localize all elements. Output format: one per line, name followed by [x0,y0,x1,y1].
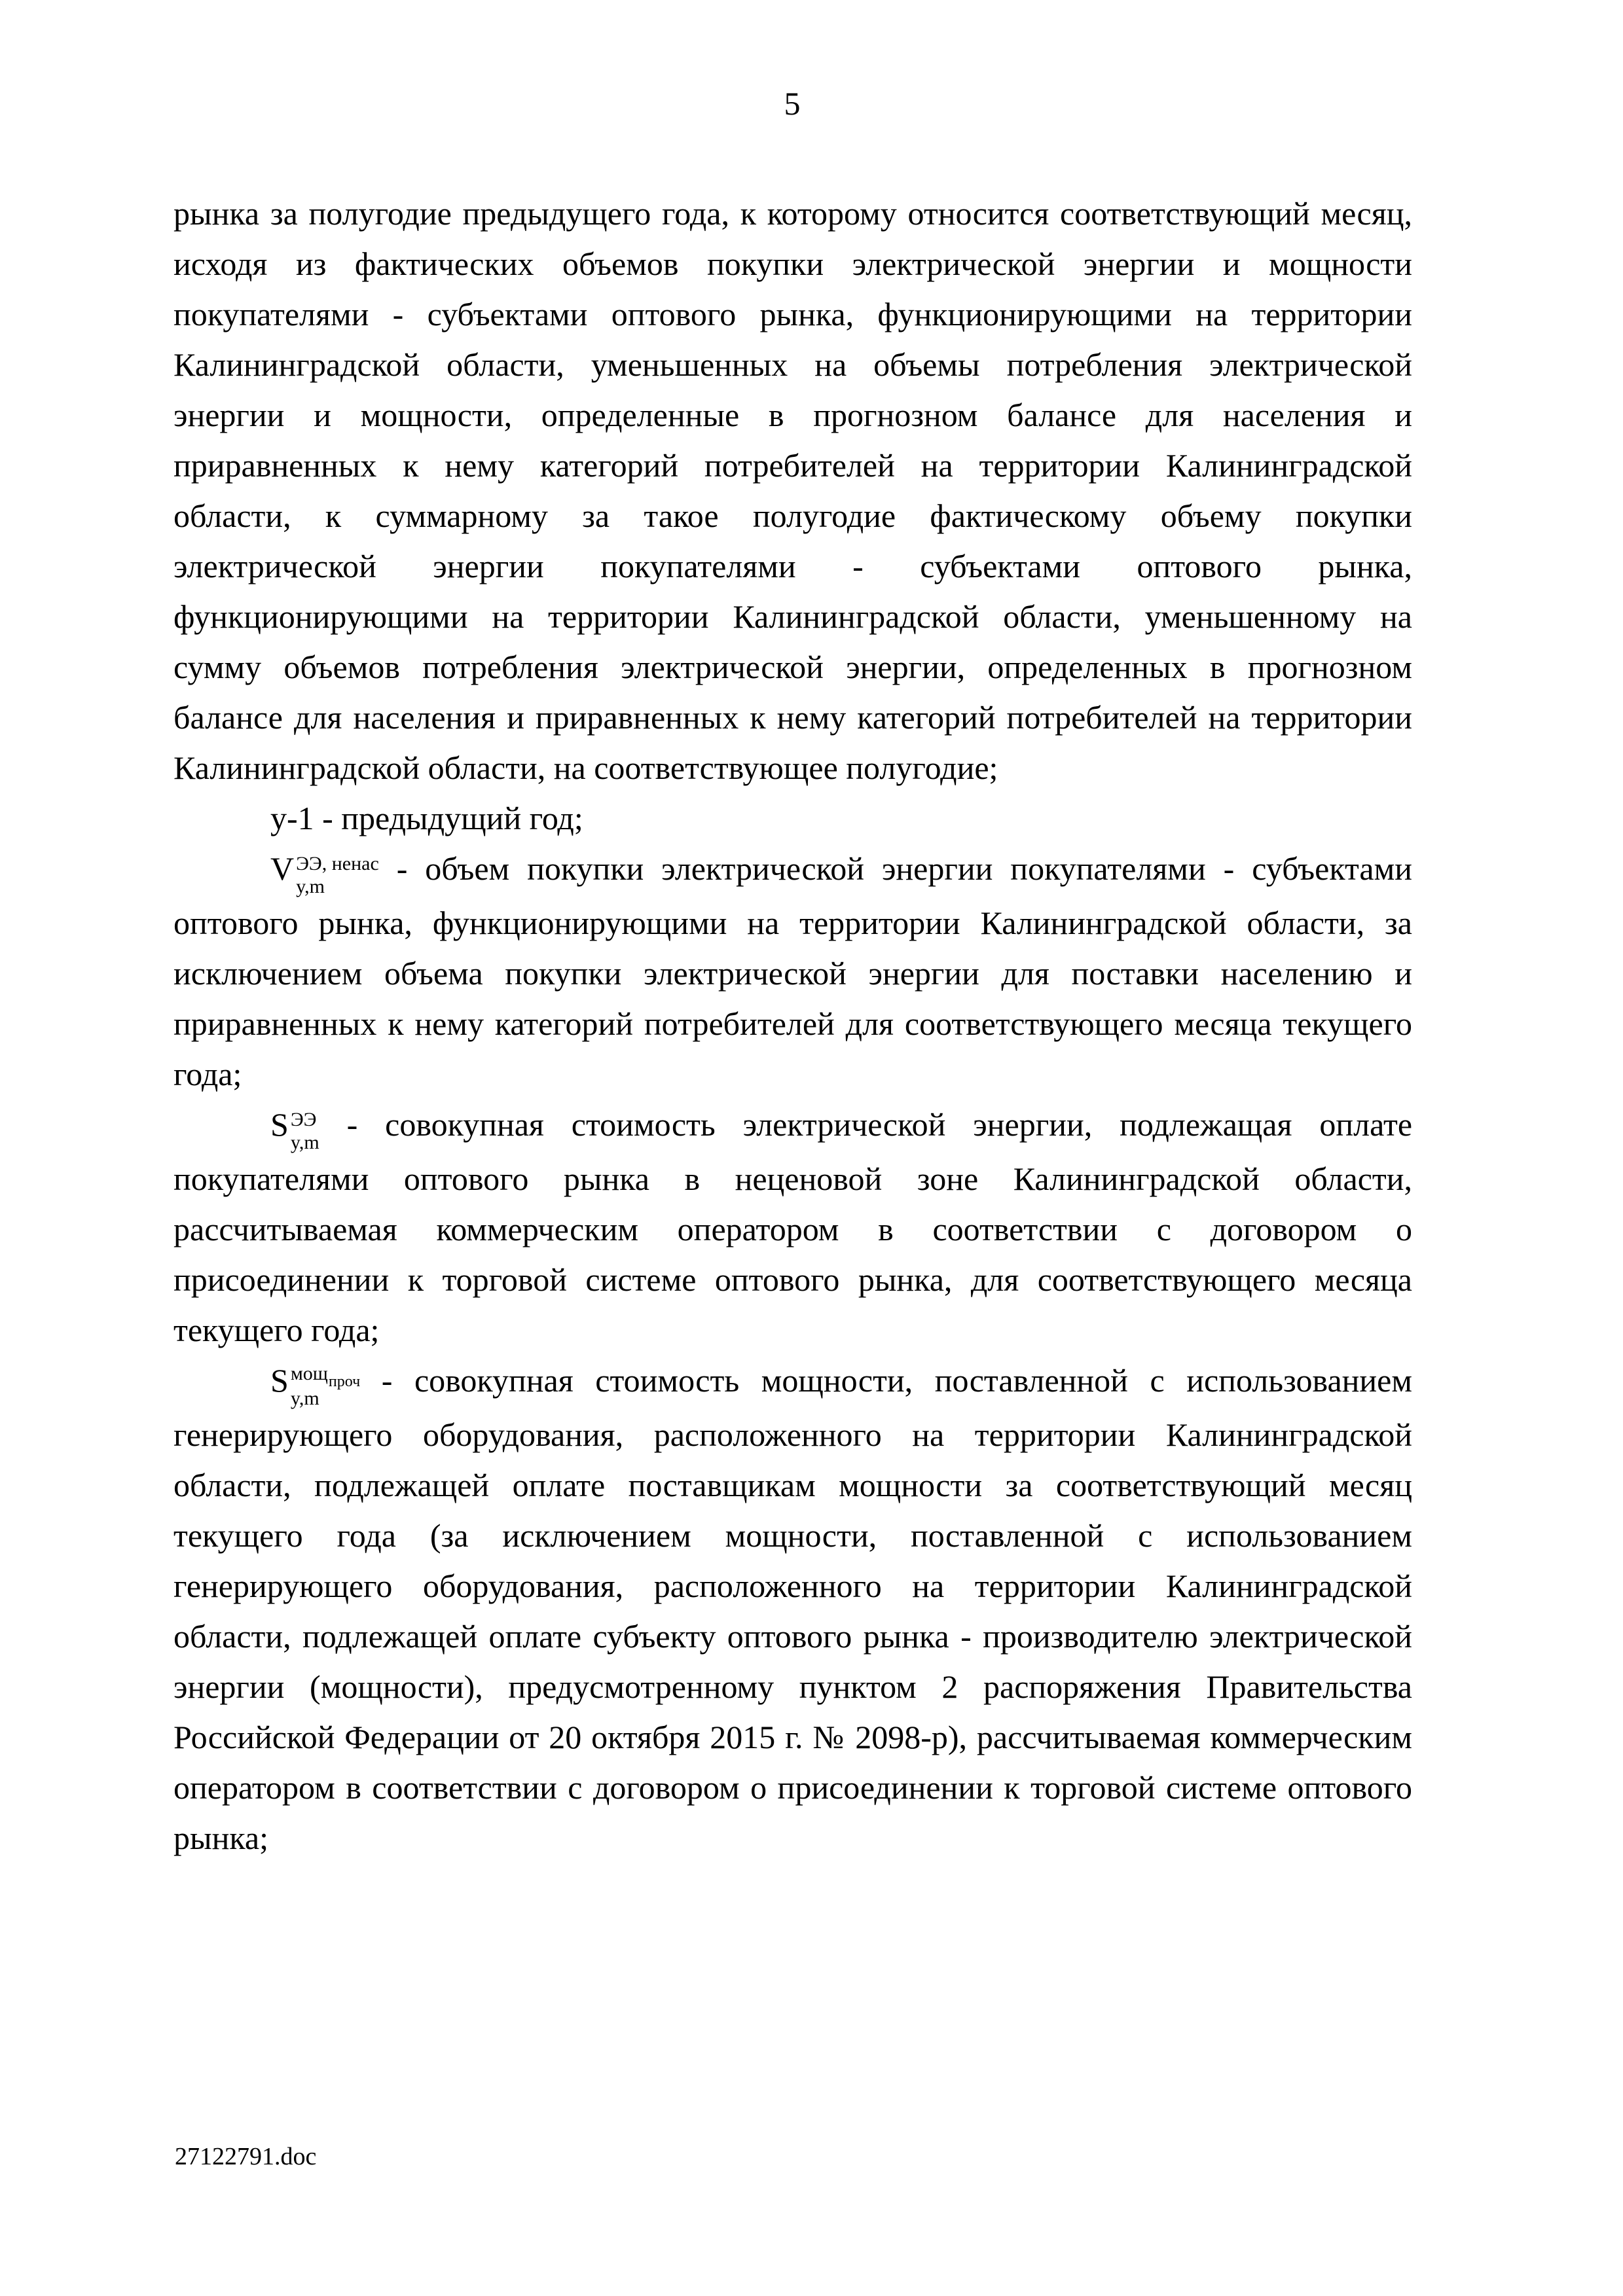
formula-subscript: y,m [290,1132,319,1153]
formula-base-symbol: S [270,1362,289,1399]
formula-subscript: y,m [290,1388,319,1409]
formula-s-ee [270,1106,319,1153]
paragraph-text: - совокупная стоимость мощности, поставленной с использованием генерирующего оборудования, расположенного на территории Калининградской области, подлежащей оплате поставщикам мощности за соответствующий месяц текущего года (за исключением мощности, поставленной с использованием генерирующего оборудования, расположенного на территории Калининградской области, подлежащей оплате субъекту оптового рынка - производителю электрической энергии (мощности), предусмотренному пунктом 2 распоряжения Правительства Российской Федерации от 20 октября 2015 г. № 2098-р), рассчитываемая коммерческим оператором в соответствии с договором о присоединении к торговой системе оптового рынка; [173,1362,1412,1856]
paragraph-volume-definition [173,844,1412,1100]
formula-superscript: ЭЭ [290,1109,317,1130]
paragraph-energy-cost-definition [173,1100,1412,1355]
footer-filename: 27122791.doc [175,2143,317,2170]
formula-superscript-subscript: проч [328,1373,361,1390]
formula-base-symbol: S [270,1106,289,1143]
paragraph-text: - объем покупки электрической энергии покупателями - субъектами оптового рынка, функционирующими на территории Калининградской области, за исключением объема покупки электрической энергии для поставки населению и приравненных к нему категорий потребителей для соответствующего месяца текущего года; [173,850,1413,1092]
paragraph-capacity-cost-definition [173,1355,1412,1863]
paragraph-previous-year-definition: y-1 - предыдущий год; [270,800,583,836]
formula-v-ee-nenas [270,850,379,897]
formula-scripts [296,852,379,898]
paragraph-market-ratio: рынка за полугодие предыдущего года, к которому относится соответствующий месяц, исходя из фактических объемов покупки электрической энергии и мощности покупателями - субъектами оптового рынка, функционирующими на территории Калининградской области, уменьшенных на объемы потребления электрической энергии и мощности, определенные в прогнозном балансе для населения и приравненных к нему категорий потребителей на территории Калининградской области, к суммарному за такое полугодие фактическому объему покупки электрической энергии покупателями - субъектами оптового рынка, функционирующими на территории Калининградской области, уменьшенному на сумму объемов потребления электрической энергии, определенных в прогнозном балансе для населения и приравненных к нему категорий потребителей на территории Калининградской области, на соответствующее полугодие; [173,195,1412,786]
formula-subscript: y,m [296,876,325,897]
formula-superscript-main: мощ [290,1363,328,1384]
formula-scripts [291,1362,359,1410]
formula-superscript [290,1362,361,1390]
formula-scripts [291,1108,319,1154]
formula-s-mosch-proch [270,1362,361,1409]
document-text-block [173,188,1412,1863]
paragraph-text: - совокупная стоимость электрической энергии, подлежащая оплате покупателями оптового рынка в неценовой зоне Калининградской области, рассчитываемая коммерческим оператором в соответствии с договором о присоединении к торговой системе оптового рынка, для соответствующего месяца текущего года; [173,1106,1413,1348]
page-number: 5 [784,85,801,122]
formula-superscript: ЭЭ, ненас [296,853,379,874]
formula-base-symbol: V [270,850,295,887]
